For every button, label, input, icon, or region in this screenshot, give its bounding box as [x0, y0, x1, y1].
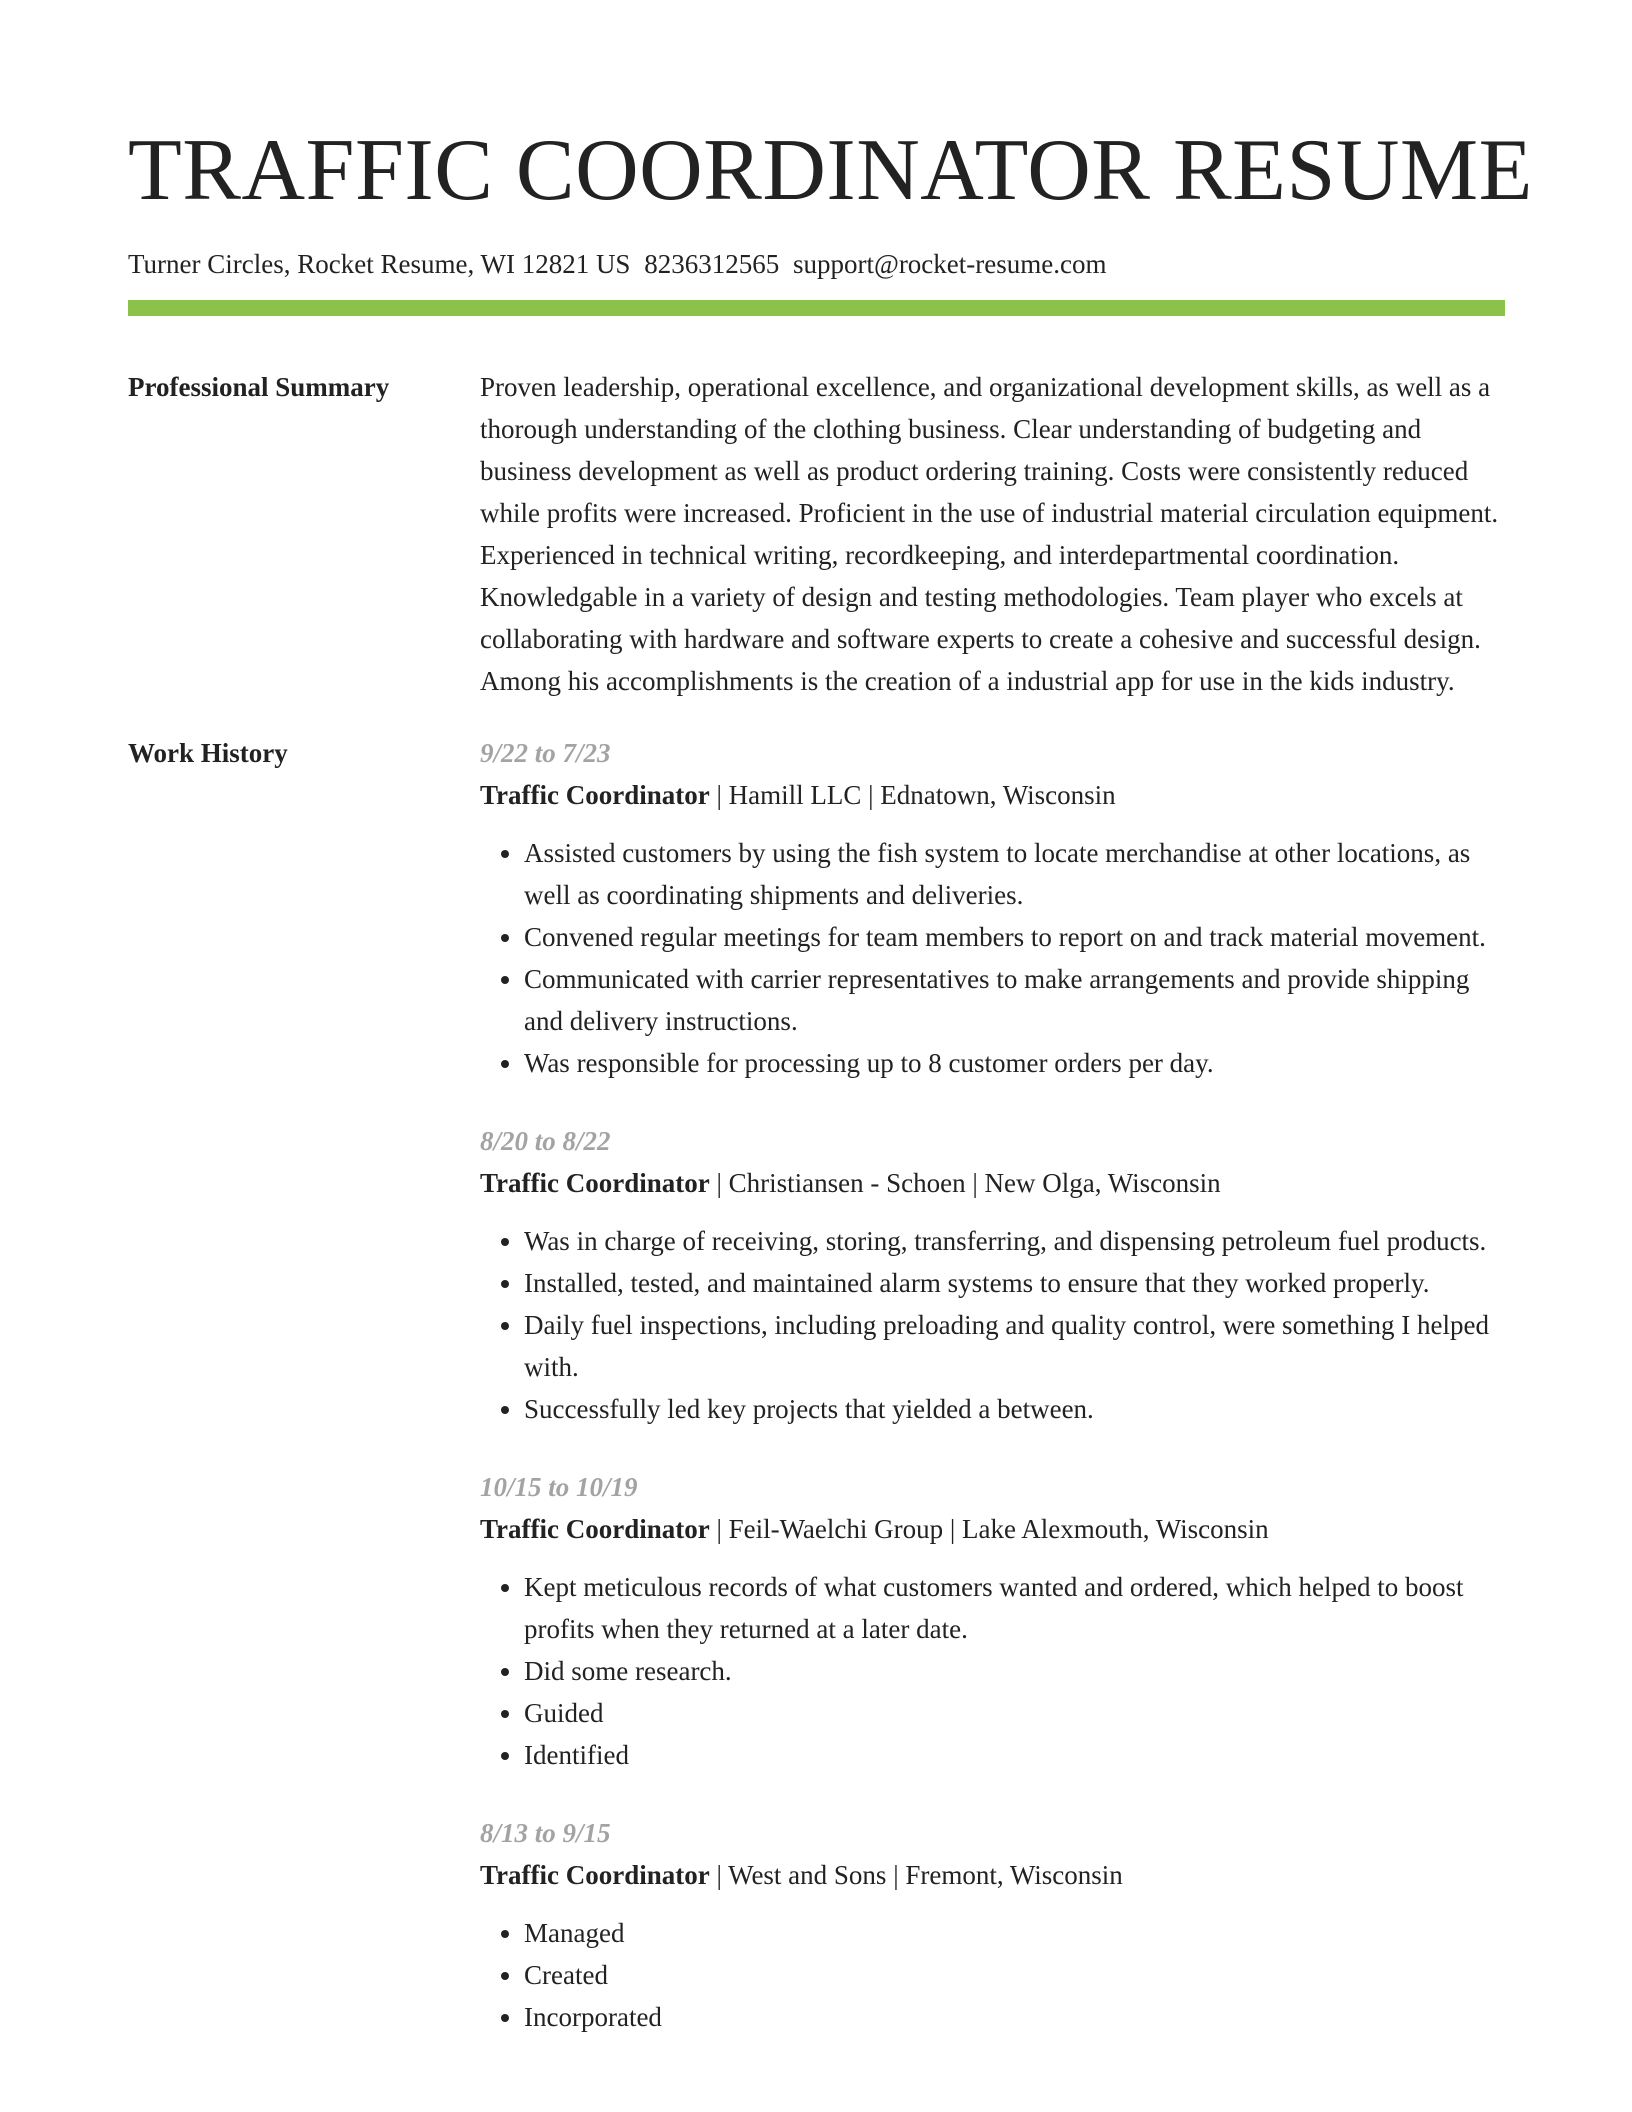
job-dates: 8/13 to 9/15: [480, 1818, 611, 1848]
list-item: • Communicated with carrier representatives to make arrangements and provide shipping and delivery instructions.: [524, 958, 1505, 1042]
resume-page: [128, 0, 1533, 2074]
job-title: Traffic Coordinator: [480, 780, 710, 810]
job-dates: 9/22 to 7/23: [480, 738, 611, 768]
contact-address: Turner Circles, Rocket Resume, WI 12821 US: [128, 249, 631, 279]
header-divider: [128, 300, 1505, 316]
list-item: • Managed: [524, 1912, 1505, 1954]
job-bullets: [480, 1566, 1505, 1776]
job-details: | Hamill LLC | Ednatown, Wisconsin: [716, 780, 1116, 810]
summary-label: Professional Summary: [128, 372, 390, 402]
job-dates: 8/20 to 8/22: [480, 1126, 611, 1156]
list-item: • Did some research.: [524, 1650, 1505, 1692]
list-item: • Daily fuel inspections, including preloading and quality control, were something I helped with.: [524, 1304, 1505, 1388]
work-history-section: [128, 732, 1505, 2074]
job-entry: [480, 1812, 1505, 2038]
list-item: • Assisted customers by using the fish system to locate merchandise at other locations, as well as coordinating shipments and deliveries.: [524, 832, 1505, 916]
job-entry: [480, 1466, 1505, 1776]
work-history-label: Work History: [128, 738, 288, 768]
job-bullets: [480, 1912, 1505, 2038]
list-item: • Incorporated: [524, 1996, 1505, 2038]
job-details: | Feil-Waelchi Group | Lake Alexmouth, Wisconsin: [716, 1514, 1269, 1544]
job-dates: 10/15 to 10/19: [480, 1472, 638, 1502]
contact-email[interactable]: support@rocket-resume.com: [792, 249, 1107, 279]
job-heading: [480, 1162, 1505, 1204]
list-item: • Kept meticulous records of what customers wanted and ordered, which helped to boost profits when they returned at a later date.: [524, 1566, 1505, 1650]
job-title: Traffic Coordinator: [480, 1168, 710, 1198]
job-title: Traffic Coordinator: [480, 1514, 710, 1544]
contact-line: [128, 246, 1505, 282]
list-item: • Successfully led key projects that yielded a between.: [524, 1388, 1505, 1430]
work-history-list: [480, 732, 1505, 2074]
job-heading: [480, 1508, 1505, 1550]
job-details: | West and Sons | Fremont, Wisconsin: [716, 1860, 1123, 1890]
list-item: • Convened regular meetings for team members to report on and track material movement.: [524, 916, 1505, 958]
job-bullets: [480, 1220, 1505, 1430]
summary-section: [128, 366, 1505, 702]
contact-phone: 8236312565: [644, 249, 780, 279]
job-details: | Christiansen - Schoen | New Olga, Wisconsin: [716, 1168, 1221, 1198]
list-item: • Identified: [524, 1734, 1505, 1776]
job-heading: [480, 1854, 1505, 1896]
job-entry: [480, 1120, 1505, 1430]
job-heading: [480, 774, 1505, 816]
list-item: • Guided: [524, 1692, 1505, 1734]
summary-text: Proven leadership, operational excellence, and organizational development skills, as well as a thorough understanding of the clothing business. Clear understanding of budgeting and business development as well as product ordering training. Costs were consistently reduced while profits were increased. Proficient in the use of industrial material circulation equipment. Experienced in technical writing, recordkeeping, and interdepartmental coordination. Knowledgable in a variety of design and testing methodologies. Team player who excels at collaborating with hardware and software experts to create a cohesive and successful design. Among his accomplishments is the creation of a industrial app for use in the kids industry.: [480, 372, 1499, 696]
job-bullets: [480, 832, 1505, 1084]
job-title: Traffic Coordinator: [480, 1860, 710, 1890]
list-item: • Was responsible for processing up to 8 customer orders per day.: [524, 1042, 1505, 1084]
list-item: • Was in charge of receiving, storing, transferring, and dispensing petroleum fuel products.: [524, 1220, 1505, 1262]
list-item: • Created: [524, 1954, 1505, 1996]
resume-title: TRAFFIC COORDINATOR RESUME: [128, 122, 1533, 219]
job-entry: [480, 732, 1505, 1084]
list-item: • Installed, tested, and maintained alarm systems to ensure that they worked properly.: [524, 1262, 1505, 1304]
